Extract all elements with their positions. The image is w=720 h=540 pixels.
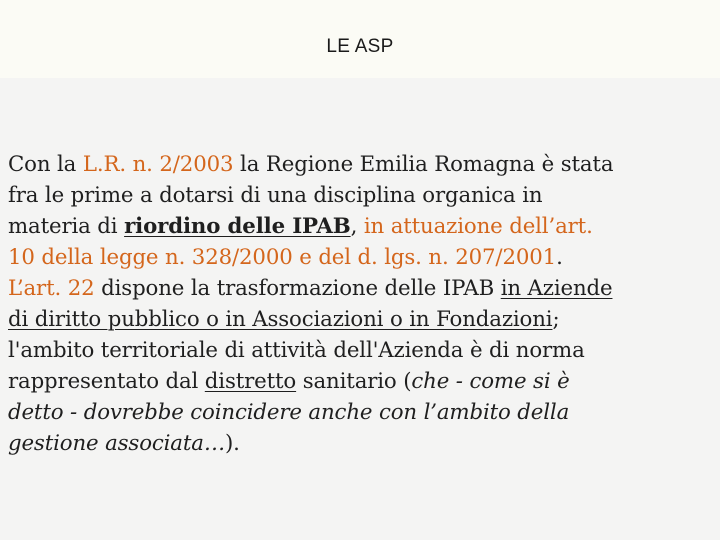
paragraph-line-8 [8,366,716,397]
law-reference: L.R. n. 2/2003 [82,152,234,177]
legge-reference: 10 della legge n. 328/2000 e del d. lgs. n. 207/2001 [8,245,557,270]
text: dispone la trasformazione delle IPAB [94,276,501,301]
text: la Regione Emilia Romagna è stata [233,152,614,177]
slide-title: LE ASP [326,36,394,57]
text: materia di [8,214,125,239]
text: rappresentato dal [8,369,205,394]
text: ). [224,431,240,456]
text: ; [552,307,560,332]
distretto-underline: distretto [204,369,297,394]
article-reference: L’art. 22 [8,276,95,301]
text: sanitario ( [296,369,412,394]
text: . [556,245,563,270]
paragraph-line-4 [8,242,716,273]
italic-note: detto - dovrebbe coincidere anche con l’ambito della [8,400,570,425]
text: Con la [8,152,83,177]
paragraph-line-1 [8,149,716,180]
paragraph-line-9 [8,397,716,428]
italic-note: che - come si è [411,369,570,394]
italic-note: gestione associata… [8,431,225,456]
body-paragraph [8,149,716,459]
attuazione-reference: in attuazione dell’art. [363,214,593,239]
paragraph-line-2 [8,180,716,211]
text: , [350,214,364,239]
paragraph-line-10 [8,428,716,459]
paragraph-line-7 [8,335,716,366]
aziende-underline: in Aziende [500,276,613,301]
paragraph-line-3 [8,211,716,242]
text: fra le prime a dotarsi di una disciplina organica in [8,183,543,208]
riordino-emphasis: riordino delle IPAB [124,214,351,239]
paragraph-line-5 [8,273,716,304]
text: l'ambito territoriale di attività dell'Azienda è di norma [8,338,585,363]
forms-underline: di diritto pubblico o in Associazioni o in Fondazioni [8,307,553,332]
paragraph-line-6 [8,304,716,335]
